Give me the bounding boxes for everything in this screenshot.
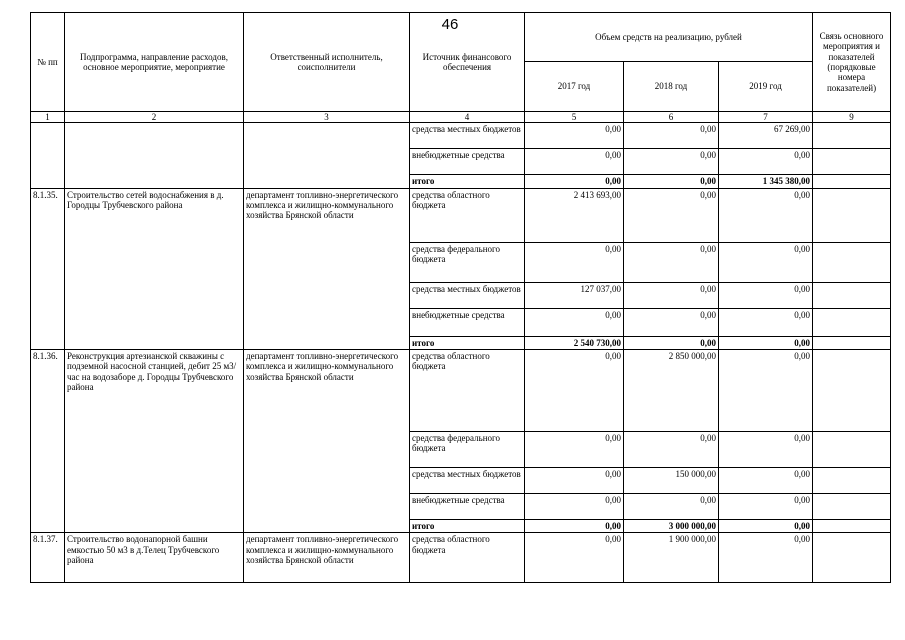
funding-source: средства местных бюджетов: [410, 123, 525, 149]
amount-2019: 0,00: [719, 308, 813, 336]
funding-source: средства областного бюджета: [410, 188, 525, 242]
funding-source: итого: [410, 520, 525, 533]
measure-number: 8.1.35.: [31, 188, 65, 349]
amount-2019: 0,00: [719, 188, 813, 242]
indicator-link: [813, 336, 891, 349]
amount-2017: 0,00: [525, 432, 624, 468]
amount-2019: 67 269,00: [719, 123, 813, 149]
indicator-link: [813, 494, 891, 520]
indicator-link: [813, 520, 891, 533]
amount-2018: 0,00: [624, 336, 719, 349]
header-number: № пп: [31, 13, 65, 112]
amount-2017: 0,00: [525, 350, 624, 432]
amount-2019: 0,00: [719, 494, 813, 520]
amount-2019: 0,00: [719, 468, 813, 494]
indicator-link: [813, 308, 891, 336]
table-row: [31, 350, 891, 432]
measure-number: 8.1.37.: [31, 533, 65, 583]
amount-2017: 0,00: [525, 242, 624, 282]
measure-executor: департамент топливно-энергетического комплекса и жилищно-коммунального хозяйства Брянской области: [244, 533, 410, 583]
funding-source: средства областного бюджета: [410, 533, 525, 583]
amount-2017: 0,00: [525, 520, 624, 533]
amount-2019: 0,00: [719, 432, 813, 468]
funding-source: внебюджетные средства: [410, 308, 525, 336]
amount-2017: 0,00: [525, 149, 624, 175]
indicator-link: [813, 188, 891, 242]
measure-name: Строительство водонапорной башни емкостью 50 м3 в д.Телец Трубчевского района: [65, 533, 244, 583]
indicator-link: [813, 468, 891, 494]
indicator-link: [813, 350, 891, 432]
measure-number: 8.1.36.: [31, 350, 65, 533]
indicator-link: [813, 432, 891, 468]
funding-source: средства федерального бюджета: [410, 432, 525, 468]
measure-executor: департамент топливно-энергетического комплекса и жилищно-коммунального хозяйства Брянской области: [244, 188, 410, 349]
column-number: 7: [719, 112, 813, 123]
column-number: 9: [813, 112, 891, 123]
funding-source: итого: [410, 175, 525, 188]
measure-number: [31, 123, 65, 188]
indicator-link: [813, 149, 891, 175]
column-number: 4: [410, 112, 525, 123]
amount-2017: 0,00: [525, 175, 624, 188]
amount-2018: 0,00: [624, 175, 719, 188]
amount-2018: 150 000,00: [624, 468, 719, 494]
column-number: 3: [244, 112, 410, 123]
header-link: Связь основного мероприятия и показателей (порядковые номера показателей): [813, 13, 891, 112]
amount-2018: 3 000 000,00: [624, 520, 719, 533]
measure-name: Реконструкция артезианской скважины с подземной насосной станцией, дебит 25 м3/час на водозаборе д. Городцы Трубчевского района: [65, 350, 244, 533]
header-executor: Ответственный исполнитель, соисполнители: [244, 13, 410, 112]
amount-2018: 0,00: [624, 282, 719, 308]
header-2018: 2018 год: [624, 62, 719, 112]
amount-2018: 0,00: [624, 432, 719, 468]
amount-2018: 2 850 000,00: [624, 350, 719, 432]
funding-source: средства федерального бюджета: [410, 242, 525, 282]
header-2017: 2017 год: [525, 62, 624, 112]
amount-2018: 0,00: [624, 188, 719, 242]
column-number: 2: [65, 112, 244, 123]
header-volume: Объем средств на реализацию, рублей: [525, 13, 813, 62]
amount-2019: 0,00: [719, 242, 813, 282]
amount-2017: 2 413 693,00: [525, 188, 624, 242]
funding-table: [30, 12, 891, 583]
column-number: 5: [525, 112, 624, 123]
measure-name: [65, 123, 244, 188]
funding-source: средства местных бюджетов: [410, 282, 525, 308]
header-measure: Подпрограмма, направление расходов, основное мероприятие, мероприятие: [65, 13, 244, 112]
header-2019: 2019 год: [719, 62, 813, 112]
page-number: 46: [441, 16, 459, 33]
column-number: 6: [624, 112, 719, 123]
amount-2019: 0,00: [719, 282, 813, 308]
indicator-link: [813, 282, 891, 308]
amount-2018: 0,00: [624, 123, 719, 149]
column-number: 1: [31, 112, 65, 123]
amount-2018: 1 900 000,00: [624, 533, 719, 583]
amount-2017: 2 540 730,00: [525, 336, 624, 349]
amount-2017: 127 037,00: [525, 282, 624, 308]
amount-2017: 0,00: [525, 468, 624, 494]
funding-source: внебюджетные средства: [410, 494, 525, 520]
indicator-link: [813, 123, 891, 149]
funding-source: итого: [410, 336, 525, 349]
amount-2017: 0,00: [525, 533, 624, 583]
amount-2018: 0,00: [624, 308, 719, 336]
funding-source: средства областного бюджета: [410, 350, 525, 432]
amount-2019: 0,00: [719, 350, 813, 432]
amount-2019: 0,00: [719, 520, 813, 533]
indicator-link: [813, 533, 891, 583]
amount-2019: 0,00: [719, 149, 813, 175]
table-row: [31, 123, 891, 149]
amount-2017: 0,00: [525, 123, 624, 149]
funding-source: средства местных бюджетов: [410, 468, 525, 494]
measure-executor: департамент топливно-энергетического комплекса и жилищно-коммунального хозяйства Брянской области: [244, 350, 410, 533]
funding-source: внебюджетные средства: [410, 149, 525, 175]
amount-2019: 0,00: [719, 533, 813, 583]
header-source: Источник финансового обеспечения: [410, 13, 525, 112]
amount-2018: 0,00: [624, 149, 719, 175]
indicator-link: [813, 242, 891, 282]
table-row: [31, 533, 891, 583]
amount-2018: 0,00: [624, 494, 719, 520]
amount-2018: 0,00: [624, 242, 719, 282]
measure-executor: [244, 123, 410, 188]
table-row: [31, 188, 891, 242]
amount-2017: 0,00: [525, 308, 624, 336]
amount-2019: 0,00: [719, 336, 813, 349]
measure-name: Строительство сетей водоснабжения в д. Городцы Трубчевского района: [65, 188, 244, 349]
amount-2017: 0,00: [525, 494, 624, 520]
amount-2019: 1 345 380,00: [719, 175, 813, 188]
indicator-link: [813, 175, 891, 188]
column-numbers-row: [31, 112, 891, 123]
